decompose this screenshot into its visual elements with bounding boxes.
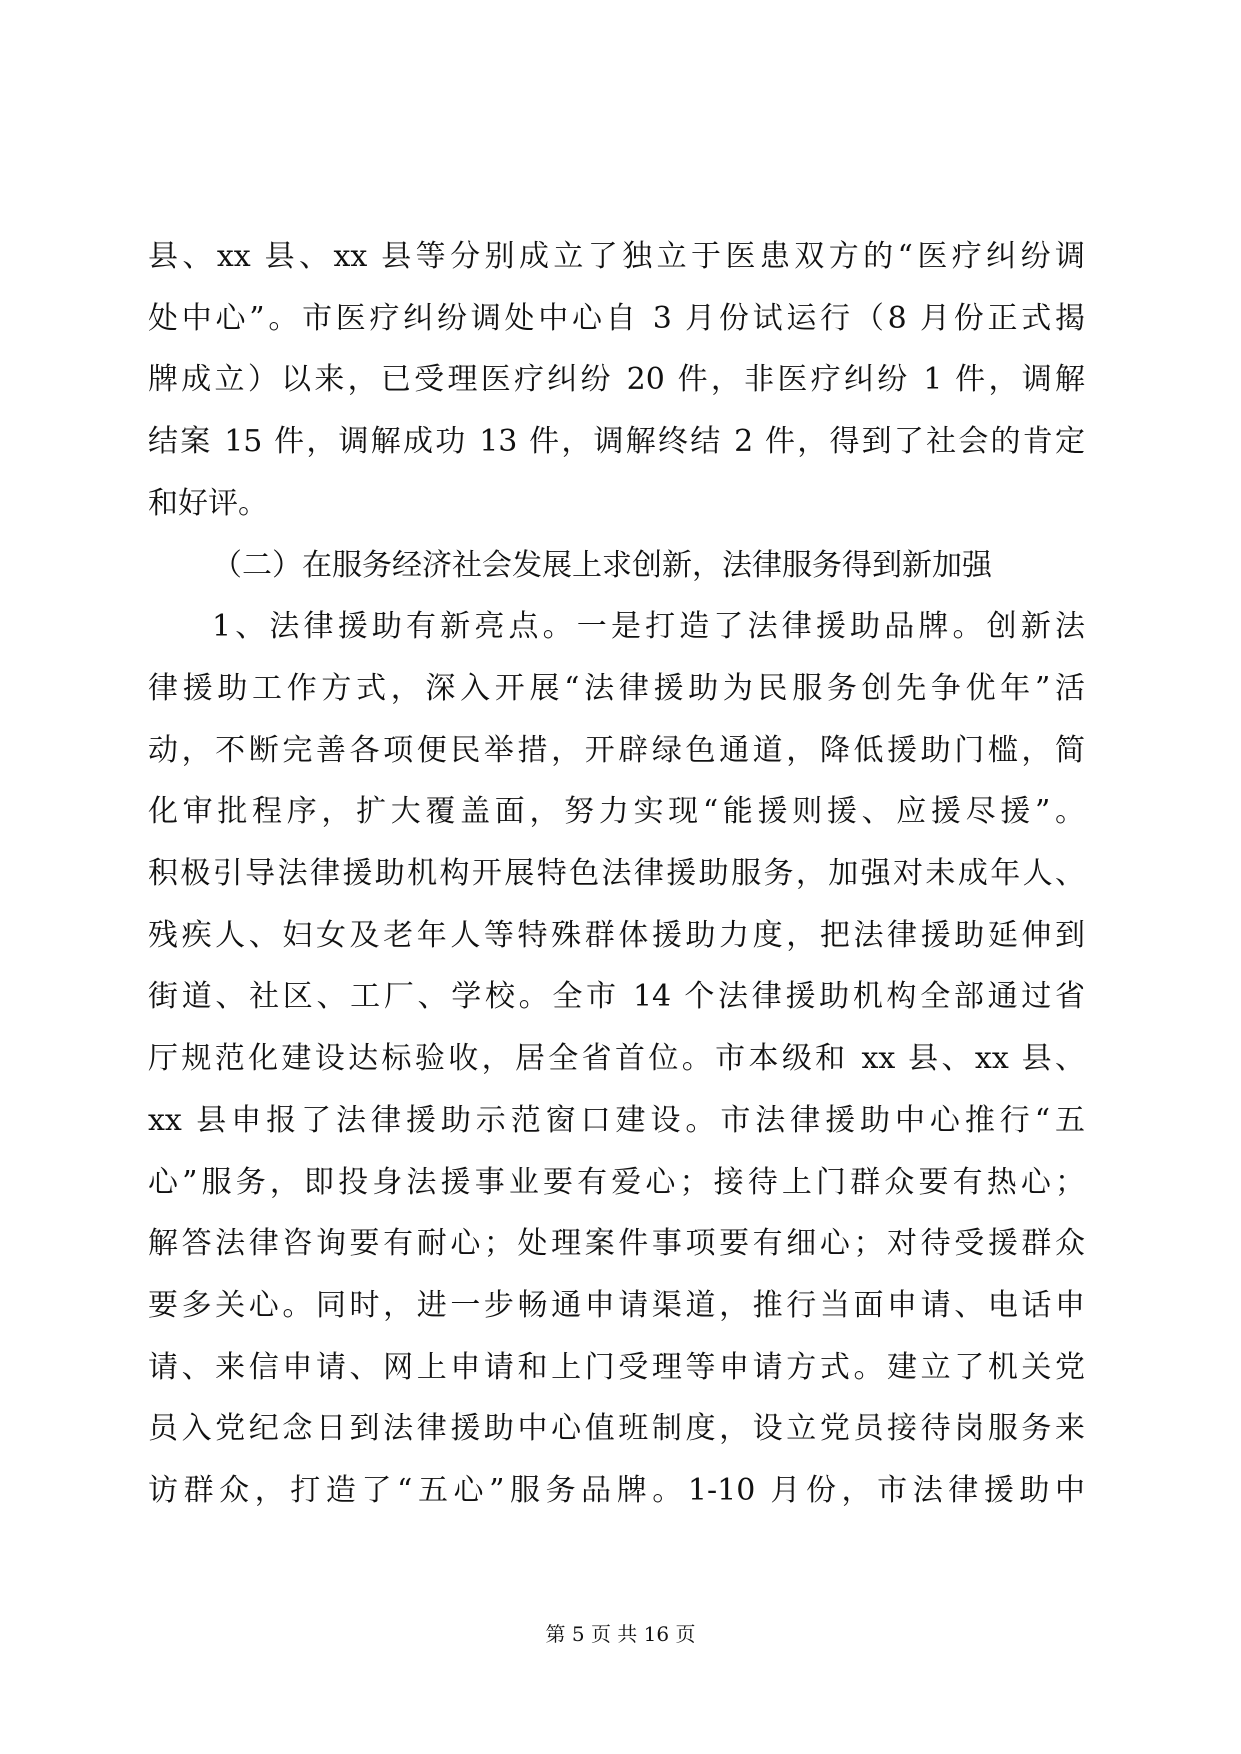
text-line: 要多关心。同时，进一步畅通申请渠道，推行当面申请、电话申 [148, 1287, 1085, 1323]
text-line: 残疾人、妇女及老年人等特殊群体援助力度，把法律援助延伸到 [148, 917, 1085, 953]
text-line: 员入党纪念日到法律援助中心值班制度，设立党员接待岗服务来 [148, 1411, 1085, 1447]
text-line: 心”服务，即投身法援事业要有爱心；接待上门群众要有热心； [148, 1164, 1085, 1200]
text-line: 访群众，打造了“五心”服务品牌。1-10 月份，市法律援助中 [148, 1473, 1085, 1508]
text-line: 街道、社区、工厂、学校。全市 14 个法律援助机构全部通过省 [148, 979, 1085, 1015]
text-line: xx 县申报了法律援助示范窗口建设。市法律援助中心推行“五 [148, 1102, 1085, 1138]
text-line: 化审批程序，扩大覆盖面，努力实现“能援则援、应援尽援”。 [148, 794, 1085, 830]
text-line: 厅规范化建设达标验收，居全省首位。市本级和 xx 县、xx 县、 [148, 1041, 1085, 1077]
text-line: 积极引导法律援助机构开展特色法律援助服务，加强对未成年人、 [148, 856, 1085, 891]
text-line: 解答法律咨询要有耐心；处理案件事项要有细心；对待受援群众 [148, 1226, 1085, 1262]
text-line: 请、来信申请、网上申请和上门受理等申请方式。建立了机关党 [148, 1349, 1085, 1385]
text-line: 1、法律援助有新亮点。一是打造了法律援助品牌。创新法 [212, 609, 1085, 645]
page-footer: 第 5 页 共 16 页 [545, 1622, 696, 1646]
section-heading: （二）在服务经济社会发展上求创新，法律服务得到新加强 [212, 547, 992, 583]
text-line: 结案 15 件，调解成功 13 件，调解终结 2 件，得到了社会的肯定 [148, 424, 1085, 460]
text-line: 县、xx 县、xx 县等分别成立了独立于医患双方的“医疗纠纷调 [148, 239, 1085, 274]
text-line: 处中心”。市医疗纠纷调处中心自 3 月份试运行（8 月份正式揭 [148, 300, 1085, 336]
text-line: 律援助工作方式，深入开展“法律援助为民服务创先争优年”活 [148, 670, 1085, 706]
text-line: 牌成立）以来，已受理医疗纠纷 20 件，非医疗纠纷 1 件，调解 [148, 362, 1085, 398]
text-line: 动，不断完善各项便民举措，开辟绿色通道，降低援助门槛，简 [148, 732, 1085, 768]
text-line: 和好评。 [148, 485, 268, 521]
